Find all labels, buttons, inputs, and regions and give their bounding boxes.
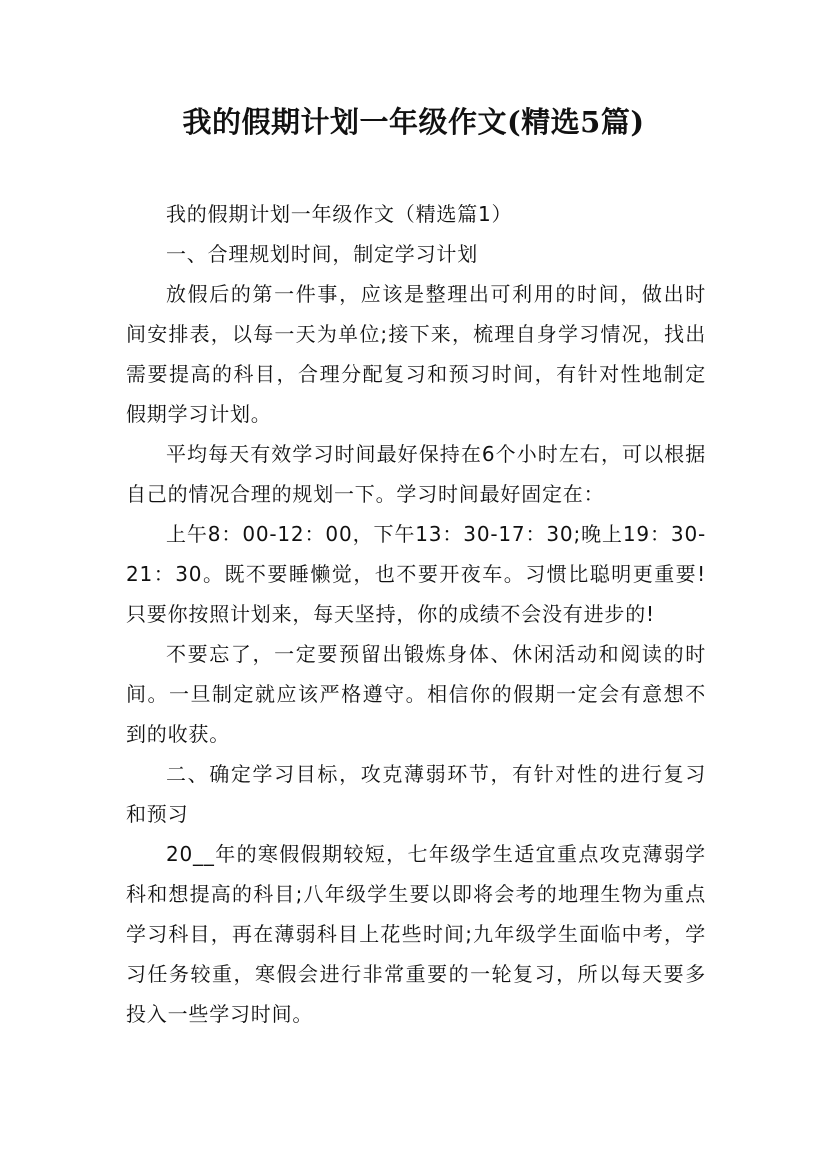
paragraph-1: 放假后的第一件事，应该是整理出可利用的时间，做出时间安排表，以每一天为单位;接下来，梳理自身学习情况，找出需要提高的科目，合理分配复习和预习时间，有针对性地制定假期学习计划。 — [126, 282, 706, 426]
paragraph-4: 不要忘了，一定要预留出锻炼身体、休闲活动和阅读的时间。一旦制定就应该严格遵守。相信你的假期一定会有意想不到的收获。 — [126, 642, 706, 746]
paragraph-2: 平均每天有效学习时间最好保持在6个小时左右，可以根据自己的情况合理的规划一下。学习时间最好固定在： — [126, 442, 706, 506]
subheading-1: 一、合理规划时间，制定学习计划 — [166, 242, 478, 266]
document-title: 我的假期计划一年级作文(精选5篇) — [182, 105, 645, 139]
document-body — [126, 194, 706, 1034]
subheading-2: 二、确定学习目标，攻克薄弱环节，有针对性的进行复习和预习 — [126, 762, 706, 826]
section-heading-1: 我的假期计划一年级作文（精选篇1） — [166, 202, 513, 226]
paragraph-5: 20__年的寒假假期较短，七年级学生适宜重点攻克薄弱学科和想提高的科目;八年级学生要以即将会考的地理生物为重点学习科目，再在薄弱科目上花些时间;九年级学生面临中考，学习任务较重，寒假会进行非常重要的一轮复习，所以每天要多投入一些学习时间。 — [126, 842, 706, 1026]
paragraph-3: 上午8：00-12：00，下午13：30-17：30;晚上19：30-21：30。既不要睡懒觉，也不要开夜车。习惯比聪明更重要!只要你按照计划来，每天坚持，你的成绩不会没有进步的! — [126, 522, 706, 626]
